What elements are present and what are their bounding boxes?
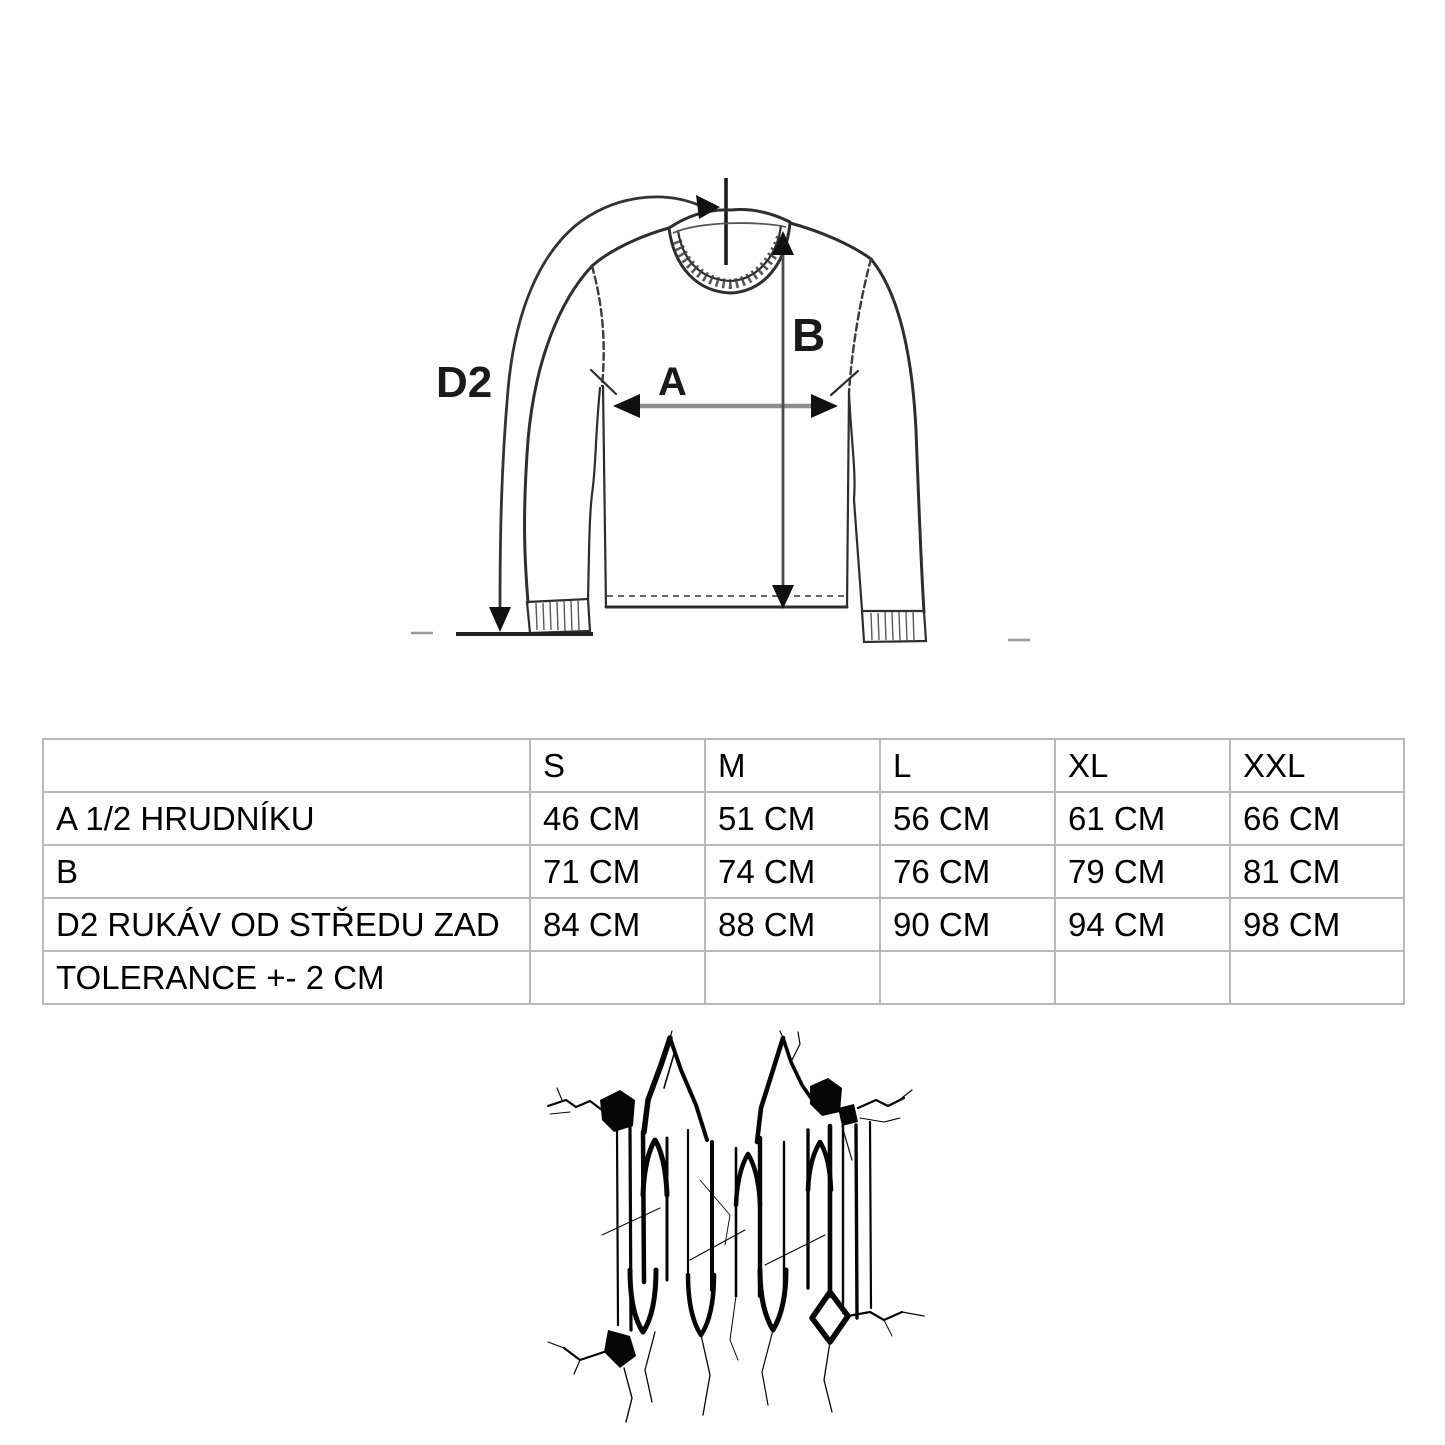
band-logo-graphic — [540, 1030, 940, 1425]
size-table-header-row — [43, 739, 1404, 792]
value-cell: 74 CM — [705, 845, 880, 898]
table-row-half-chest — [43, 792, 1404, 845]
row-label: D2 RUKÁV OD STŘEDU ZAD — [43, 898, 530, 951]
value-cell: 61 CM — [1055, 792, 1230, 845]
right-shoulder-seam — [790, 223, 871, 259]
header-cell-xxl: XXL — [1230, 739, 1404, 792]
header-cell-s: S — [530, 739, 705, 792]
value-cell: 88 CM — [705, 898, 880, 951]
right-sleeve — [849, 259, 926, 642]
table-row-sleeve — [43, 898, 1404, 951]
value-cell: 79 CM — [1055, 845, 1230, 898]
label-b: B — [792, 309, 826, 361]
value-cell: 90 CM — [880, 898, 1055, 951]
value-cell: 98 CM — [1230, 898, 1404, 951]
header-cell-blank — [43, 739, 530, 792]
value-cell: 56 CM — [880, 792, 1055, 845]
row-label: A 1/2 HRUDNÍKU — [43, 792, 530, 845]
value-cell: 81 CM — [1230, 845, 1404, 898]
left-shoulder-seam — [592, 228, 669, 266]
value-cell: 94 CM — [1055, 898, 1230, 951]
header-cell-l: L — [880, 739, 1055, 792]
value-cell — [1055, 951, 1230, 1004]
value-cell — [880, 951, 1055, 1004]
measure-arrow-a — [613, 394, 838, 418]
crack-emblem-icon — [548, 1031, 924, 1422]
left-sleeve — [525, 266, 604, 633]
row-label: TOLERANCE +- 2 CM — [43, 951, 530, 1004]
sweatshirt-measurement-diagram — [400, 150, 1050, 670]
value-cell: 51 CM — [705, 792, 880, 845]
value-cell: 76 CM — [880, 845, 1055, 898]
value-cell: 66 CM — [1230, 792, 1404, 845]
value-cell — [530, 951, 705, 1004]
value-cell — [705, 951, 880, 1004]
size-table — [42, 738, 1405, 1005]
header-cell-xl: XL — [1055, 739, 1230, 792]
label-a: A — [658, 360, 687, 404]
measure-arrow-b — [772, 231, 794, 609]
collar — [669, 210, 790, 293]
header-cell-m: M — [705, 739, 880, 792]
table-row-tolerance — [43, 951, 1404, 1004]
value-cell: 46 CM — [530, 792, 705, 845]
value-cell: 84 CM — [530, 898, 705, 951]
value-cell — [1230, 951, 1404, 1004]
label-d2: D2 — [436, 358, 493, 407]
row-label: B — [43, 845, 530, 898]
table-row-length — [43, 845, 1404, 898]
value-cell: 71 CM — [530, 845, 705, 898]
